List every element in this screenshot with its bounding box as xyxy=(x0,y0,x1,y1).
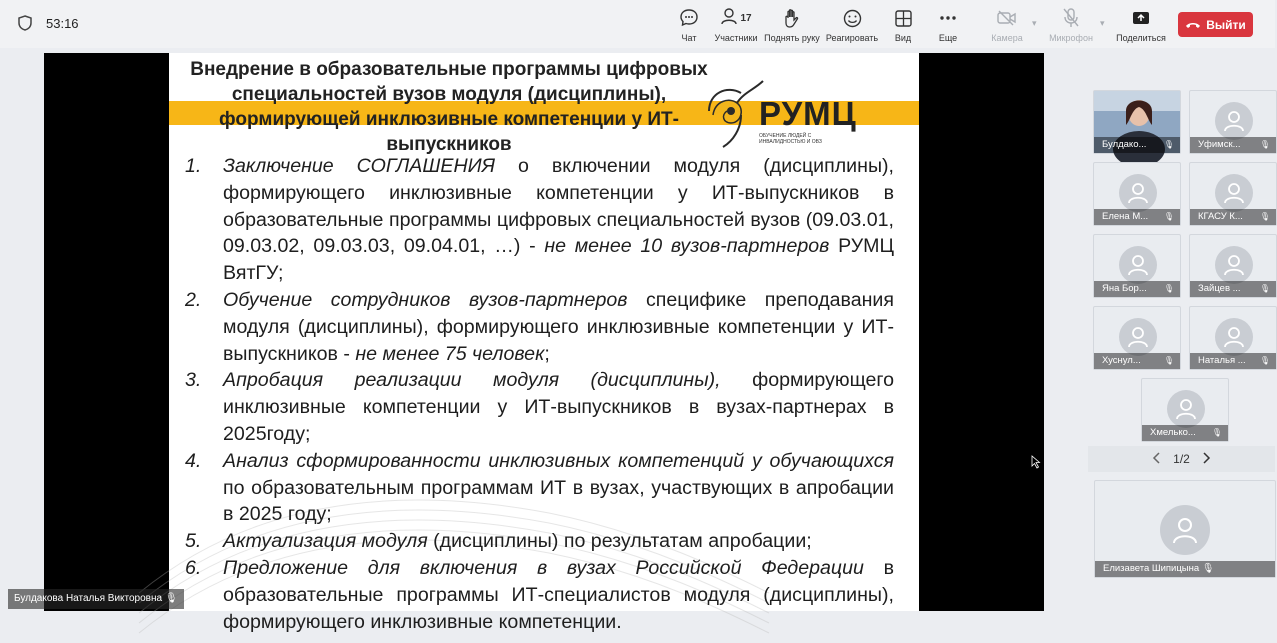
view-label: Вид xyxy=(894,33,912,43)
camera-options-chevron-icon[interactable]: ▾ xyxy=(1032,18,1037,28)
mouse-cursor-icon xyxy=(1031,455,1041,469)
user-placeholder-icon xyxy=(1174,397,1198,421)
user-placeholder-icon xyxy=(1126,325,1150,349)
mic-muted-icon: 🎙 xyxy=(1163,140,1174,149)
participant-name-text: Хуснул... xyxy=(1102,355,1141,366)
avatar xyxy=(1119,246,1157,284)
phone-hangup-icon xyxy=(1185,18,1201,32)
item-text-part: не менее 10 вузов-партнеров xyxy=(544,235,830,258)
item-text-part: РУМЦ ВятГУ; xyxy=(223,235,894,285)
participant-tile[interactable] xyxy=(1141,378,1229,442)
item-text xyxy=(223,287,894,367)
item-text xyxy=(223,153,894,287)
share-label: Поделиться xyxy=(1116,33,1166,43)
mic-muted-icon: 🎙 xyxy=(1163,212,1174,221)
participant-name-text: Хмелько... xyxy=(1150,427,1196,438)
rumc-logo xyxy=(701,75,881,153)
item-text-part: Апробация реализации модуля (дисциплины), xyxy=(223,369,721,392)
item-text xyxy=(223,555,894,635)
participant-tile[interactable] xyxy=(1093,234,1181,298)
featured-participant-tile[interactable] xyxy=(1094,480,1276,578)
user-placeholder-icon xyxy=(1170,515,1200,545)
item-number: 1. xyxy=(185,155,202,177)
leave-button[interactable] xyxy=(1178,12,1253,37)
item-text-part: Обучение сотрудников вузов-партнеров xyxy=(223,288,628,311)
participant-name xyxy=(1190,281,1276,297)
item-number: 6. xyxy=(185,556,202,579)
mic-muted-icon: 🎙 xyxy=(1259,284,1270,293)
slide-list-item xyxy=(185,153,894,287)
participant-name xyxy=(1190,137,1276,153)
mic-options-chevron-icon[interactable]: ▾ xyxy=(1100,18,1105,28)
mic-icon: 🎙 xyxy=(164,593,178,604)
item-text xyxy=(223,367,894,447)
participants-count: 17 xyxy=(740,12,752,24)
mic-muted-icon: 🎙 xyxy=(1201,563,1214,574)
participant-name xyxy=(1094,353,1180,369)
mic-muted-icon: 🎙 xyxy=(1259,140,1270,149)
item-text-part: не менее 75 человек xyxy=(355,342,545,365)
page-indicator: 1/2 xyxy=(1173,452,1190,466)
more-button[interactable] xyxy=(916,8,980,43)
slide-list-item xyxy=(185,367,894,447)
user-placeholder-icon xyxy=(1126,181,1150,205)
user-placeholder-icon xyxy=(1222,181,1246,205)
chat-label: Чат xyxy=(681,33,697,43)
logo-text: РУМЦ xyxy=(759,95,857,132)
user-placeholder-icon xyxy=(1222,109,1246,133)
item-text-part: ; xyxy=(544,342,550,365)
item-text-part: формирующего инклюзивные компетенции у ИТ-выпускников в вузах-партнерах в 2025году; xyxy=(223,369,894,445)
avatar xyxy=(1215,318,1253,356)
item-text xyxy=(223,528,894,555)
participant-name-text: КГАСУ К... xyxy=(1198,211,1243,222)
camera-label: Камера xyxy=(991,33,1023,43)
participant-name-text: Зайцев ... xyxy=(1198,283,1241,294)
camera-button[interactable] xyxy=(975,8,1039,43)
item-text-part: специфике преподавания модуля (дисциплины), формирующего инклюзивные компетенции у ИТ-выпускников - xyxy=(223,288,894,365)
slide-title: Внедрение в образовательные программы цифровых специальностей вузов модуля (дисциплины), формирующей инклюзивные компетенции у ИТ-выпускников xyxy=(190,59,708,155)
more-dots-icon xyxy=(916,8,980,28)
item-number: 3. xyxy=(185,369,202,392)
meeting-timer: 53:16 xyxy=(46,16,79,31)
participant-tile[interactable] xyxy=(1189,162,1277,226)
item-text-part: Предложение для включения в вузах Российской Федерации xyxy=(223,556,864,579)
participant-tile[interactable] xyxy=(1093,306,1181,370)
participant-name xyxy=(1190,353,1276,369)
item-text-part: Заключение СОГЛАШЕНИЯ xyxy=(223,155,495,177)
mic-off-icon xyxy=(1039,8,1103,28)
more-label: Еще xyxy=(938,33,958,43)
item-text xyxy=(223,448,894,528)
item-number: 4. xyxy=(185,449,202,472)
participant-name xyxy=(1142,425,1228,441)
slide-list xyxy=(185,153,894,635)
participant-name: Елизавета Шипицына 🎙 xyxy=(1095,561,1275,577)
next-page-chevron-icon[interactable] xyxy=(1202,452,1210,467)
participants-button[interactable] xyxy=(704,8,768,43)
participant-tile[interactable] xyxy=(1189,234,1277,298)
slide-list-item xyxy=(185,448,894,528)
item-text-part: Актуализация модуля xyxy=(223,530,428,553)
shield-icon[interactable] xyxy=(18,15,32,36)
item-number: 2. xyxy=(185,288,202,311)
avatar xyxy=(1215,102,1253,140)
participant-tile[interactable] xyxy=(1093,90,1181,154)
raise-hand-button[interactable] xyxy=(760,8,824,43)
participant-name xyxy=(1094,209,1180,225)
gallery-pager xyxy=(1088,446,1275,472)
raise-hand-label: Поднять руку xyxy=(764,33,820,43)
leave-label: Выйти xyxy=(1206,17,1246,32)
participants-label: Участники xyxy=(714,33,758,43)
mic-label: Микрофон xyxy=(1049,33,1093,43)
avatar xyxy=(1167,390,1205,428)
active-speaker-label: Булдакова Наталья Викторовна 🎙 xyxy=(8,589,184,609)
camera-off-icon xyxy=(975,8,1039,28)
item-text-part: Анализ сформированности инклюзивных компетенций у обучающихся xyxy=(223,449,894,472)
share-screen-icon xyxy=(1109,8,1173,28)
participant-tile[interactable] xyxy=(1189,90,1277,154)
mic-muted-icon: 🎙 xyxy=(1259,212,1270,221)
item-number: 5. xyxy=(185,530,202,553)
item-text-part: о включении модуля (дисциплины), формирующего инклюзивные компетенции у ИТ-выпускников в образовательные программы цифровых специальностей вузов (09.03.01, 09.03.02, 09.03.03, 09.04.01, …) - xyxy=(223,155,894,258)
slide-list-item xyxy=(185,528,894,555)
participant-name-text: Уфимск... xyxy=(1198,139,1241,150)
participant-tile[interactable] xyxy=(1093,162,1181,226)
logo-subtitle: ОБУЧЕНИЕ ЛЮДЕЙ С ИНВАЛИДНОСТЬЮ И ОВЗ xyxy=(759,133,822,145)
mic-muted-icon: 🎙 xyxy=(1163,356,1174,365)
participant-name-text: Яна Бор... xyxy=(1102,283,1147,294)
participant-name xyxy=(1190,209,1276,225)
avatar xyxy=(1160,505,1210,555)
avatar xyxy=(1215,246,1253,284)
mic-muted-icon: 🎙 xyxy=(1163,284,1174,293)
mic-muted-icon: 🎙 xyxy=(1259,356,1270,365)
item-text-part: в образовательные программы ИТ-специалистов модуля (дисциплины), формирующего инклюзивные компетенции. xyxy=(223,556,894,633)
presentation-slide xyxy=(169,53,919,633)
participant-name-text: Наталья ... xyxy=(1198,355,1246,366)
hand-icon xyxy=(760,8,824,28)
participant-name-text: Елена М... xyxy=(1102,211,1149,222)
top-toolbar xyxy=(0,0,1275,48)
item-text-part: (дисциплины) по результатам апробации; xyxy=(427,530,812,553)
mic-muted-icon: 🎙 xyxy=(1211,428,1222,437)
participant-name xyxy=(1094,137,1180,153)
share-button[interactable] xyxy=(1109,8,1173,43)
prev-page-chevron-icon[interactable] xyxy=(1153,452,1161,467)
slide-list-item xyxy=(185,287,894,367)
item-text-part: по образовательным программам ИТ в вузах, участвующих в апробации в 2025 году; xyxy=(223,476,894,526)
person-icon xyxy=(720,7,738,30)
participant-tile[interactable] xyxy=(1189,306,1277,370)
slide-list-item xyxy=(185,555,894,635)
user-placeholder-icon xyxy=(1222,253,1246,277)
participant-name-text: Булдако... xyxy=(1102,139,1147,150)
avatar xyxy=(1119,174,1157,212)
user-placeholder-icon xyxy=(1222,325,1246,349)
mic-button[interactable] xyxy=(1039,8,1103,43)
avatar xyxy=(1119,318,1157,356)
react-label: Реагировать xyxy=(825,33,879,43)
user-placeholder-icon xyxy=(1126,253,1150,277)
avatar xyxy=(1215,174,1253,212)
participant-name xyxy=(1094,281,1180,297)
